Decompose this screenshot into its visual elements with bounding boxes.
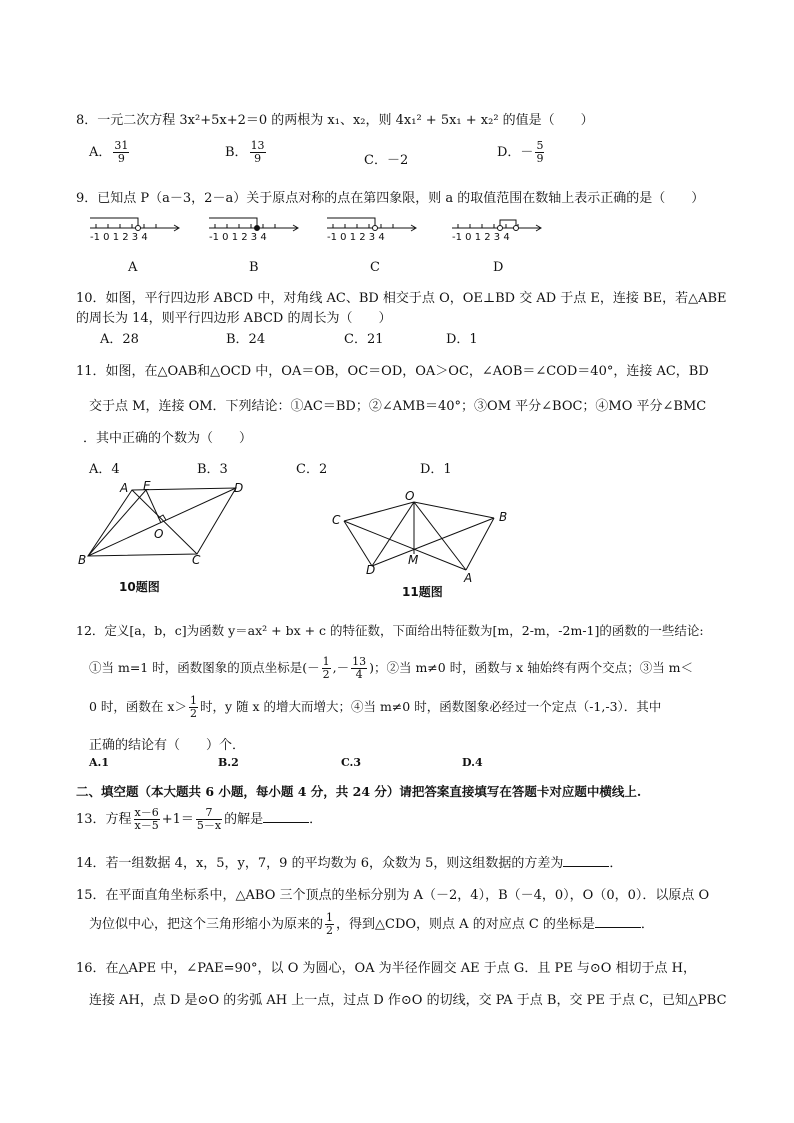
q10-option-c: C．21 — [344, 332, 384, 347]
q9-label-d: D — [493, 260, 504, 275]
q9-label-b: B — [249, 260, 259, 275]
number-line-d-ticks: -1 0 1 2 3 4 — [452, 232, 510, 243]
fig10-label-a: A — [120, 481, 129, 495]
q12-line3: 0 时，函数在 x＞ $\frac{1}{2}$ 时，y 随 x 的增大而增大；④当 m≠0 时，函数图象必经过一个定点（-1,-3）．其中 — [89, 694, 662, 720]
q8-option-d: D．－ $\frac{5}{9}$ — [497, 139, 544, 165]
q12-option-c: C.3 — [341, 756, 362, 769]
q13: 13．方程 $\frac{x-6}{x-5}$ +1＝ $\frac{7}{5-x}$ 的解是 ． — [76, 806, 323, 832]
q11-line1: 11．如图，在△OAB和△OCD 中，OA＝OB，OC＝OD，OA＞OC，∠AOB＝∠COD＝40°，连接 AC，BD — [76, 364, 709, 379]
number-line-c-ticks: -1 0 1 2 3 4 — [327, 232, 385, 243]
q8-option-c: C．－2 — [364, 153, 409, 168]
q13-answer-blank[interactable] — [263, 810, 309, 823]
q12-option-a: A.1 — [89, 756, 110, 769]
q9-stem: 9．已知点 P（a－3，2－a）关于原点对称的点在第四象限，则 a 的取值范围在数轴上表示正确的是（ ） — [76, 191, 705, 206]
number-line-a-ticks: -1 0 1 2 3 4 — [90, 232, 148, 243]
q10-line1: 10．如图，平行四边形 ABCD 中，对角线 AC、BD 相交于点 O，OE⊥BD 交 AD 于点 E，连接 BE，若△ABE — [76, 291, 727, 306]
fig10-label-c: C — [192, 553, 201, 567]
fig10-label-e: E — [143, 479, 151, 493]
q9-label-a: A — [128, 260, 138, 275]
fig10-caption: 10题图 — [119, 580, 160, 594]
q16-line2: 连接 AH，点 D 是⊙O 的劣弧 AH 上一点，过点 D 作⊙O 的切线，交 PA 于点 B，交 PE 于点 C，已知△PBC — [89, 993, 727, 1008]
number-line-b-ticks: -1 0 1 2 3 4 — [209, 232, 267, 243]
q11-line3: ．其中正确的个数为（ ） — [83, 431, 253, 446]
q8-option-b: B． $\frac{13}{9}$ — [225, 139, 265, 165]
figure-11-triangles — [330, 488, 520, 580]
figure-10-parallelogram — [80, 478, 260, 568]
q9-label-c: C — [370, 260, 380, 275]
fig11-caption: 11题图 — [402, 585, 443, 599]
fig11-label-b: B — [499, 510, 508, 524]
fig10-label-o: O — [154, 527, 164, 541]
q12-option-b: B.2 — [218, 756, 239, 769]
section-2-heading: 二、填空题（本大题共 6 小题，每小题 4 分，共 24 分）请把答案直接填写在答题卡对应题中横线上. — [76, 784, 642, 799]
q11-option-a: A．4 — [89, 462, 120, 477]
fig11-label-m: M — [408, 553, 419, 567]
q12-line1: 12．定义[a，b，c]为函数 y＝ax² + bx + c 的特征数，下面给出特征数为[m，2-m，-2m-1]的函数的一些结论: — [76, 623, 704, 638]
q12-line2: ①当 m=1 时，函数图象的顶点坐标是(－ $\frac{1}{2}$ ,－ $\frac{13}{4}$ )；②当 m≠0 时，函数与 x 轴始终有两个交点；③当 m＜ — [89, 655, 694, 681]
q14: 14．若一组数据 4，x，5，y，7，9 的平均数为 6，众数为 5，则这组数据的方差为 ． — [76, 856, 623, 871]
fig11-label-c: C — [332, 513, 341, 527]
q11-option-d: D．1 — [420, 462, 452, 477]
q10-option-d: D．1 — [446, 332, 478, 347]
q15-answer-blank[interactable] — [595, 915, 641, 928]
q12-option-d: D.4 — [462, 756, 483, 769]
q8-option-a: A． $\frac{31}{9}$ — [89, 139, 129, 165]
q16-line1: 16．在△APE 中，∠PAE=90°，以 O 为圆心，OA 为半径作圆交 AE 于点 G．且 PE 与⊙O 相切于点 H， — [76, 961, 696, 976]
q15-line2: 为位似中心，把这个三角形缩小为原来的 $\frac{1}{2}$ ，得到△CDO，则点 A 的对应点 C 的坐标是 ． — [89, 911, 654, 937]
fig10-label-b: B — [78, 553, 87, 567]
q11-option-b: B．3 — [197, 462, 228, 477]
fig11-label-a: A — [464, 571, 473, 585]
fig10-label-d: D — [234, 481, 244, 495]
q12-line4: 正确的结论有（ ）个． — [89, 738, 246, 753]
q10-option-b: B．24 — [226, 332, 266, 347]
fig11-label-o: O — [405, 489, 415, 503]
q14-answer-blank[interactable] — [563, 854, 609, 867]
q15-line1: 15．在平面直角坐标系中，△ABO 三个顶点的坐标分别为 A（－2，4），B（－4，0），O（0，0）．以原点 O — [76, 888, 710, 903]
q11-line2: 交于点 M，连接 OM．下列结论：①AC＝BD；②∠AMB＝40°；③OM 平分∠BOC；④MO 平分∠BMC — [89, 399, 707, 414]
q8-stem: 8．一元二次方程 3x²+5x+2＝0 的两根为 x₁、x₂，则 4x₁² + 5x₁ + x₂² 的值是（ ） — [76, 113, 594, 128]
q10-line2: 的周长为 14，则平行四边形 ABCD 的周长为（ ） — [76, 311, 392, 326]
fig11-label-d: D — [366, 563, 376, 577]
q11-option-c: C．2 — [296, 462, 328, 477]
q10-option-a: A．28 — [100, 332, 139, 347]
